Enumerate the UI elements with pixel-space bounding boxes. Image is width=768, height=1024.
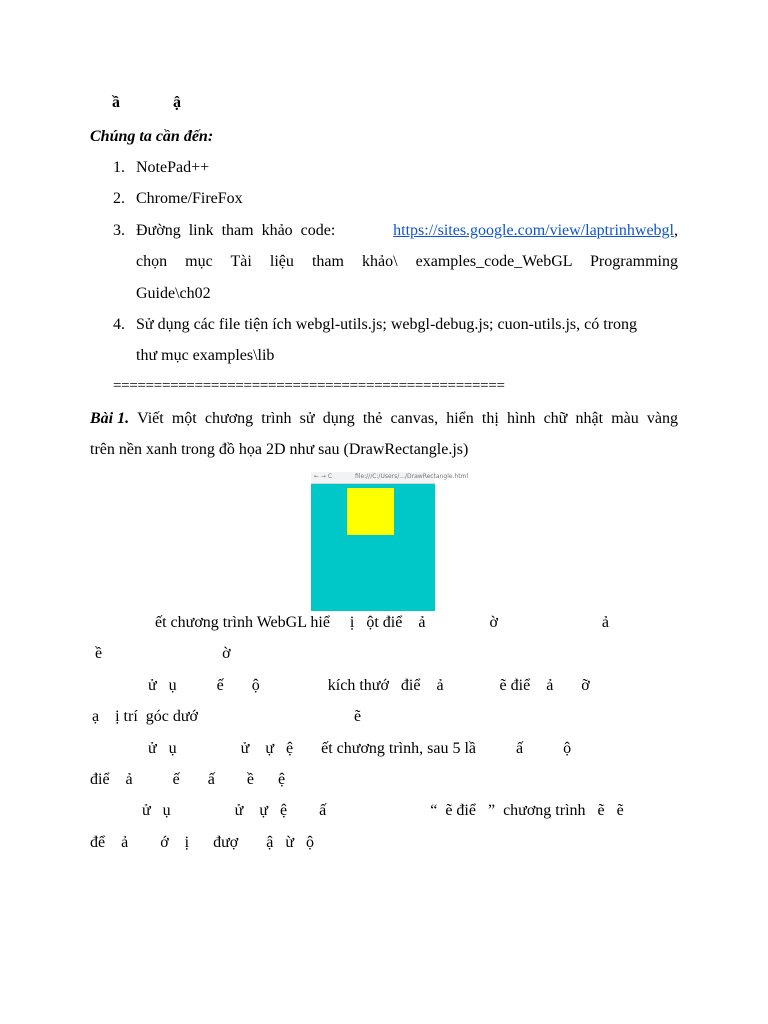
exercise2-line: ết chương trình WebGL hiể ị ột điể ả ờ ả: [155, 614, 610, 631]
list-item-number: 1.: [113, 159, 125, 176]
exercise4-line: điể ả ế ấ ề ệ: [90, 771, 286, 788]
exercise3-line: ạ ị trí góc dướ ẽ: [92, 708, 362, 725]
list-item-line: [136, 222, 678, 240]
list-item-number: 3.: [113, 222, 125, 239]
exercise-label: Bài 1.: [90, 410, 130, 427]
reference-link[interactable]: https://sites.google.com/view/laptrinhwebgl: [393, 222, 674, 239]
heading-fragment-a: ầ: [112, 94, 120, 111]
list-item-line: Sử dụng các file tiện ích webgl-utils.js; webgl-debug.js; cuon-utils.js, có trong: [136, 316, 638, 333]
yellow-rectangle: [347, 488, 394, 535]
list-item-line: Guide\ch02: [136, 285, 211, 302]
list-item-line: thư mục examples\lib: [136, 347, 275, 364]
list-item-text: Đường link tham khảo code:: [136, 222, 336, 239]
browser-nav-icons: ← → C: [314, 473, 333, 480]
canvas-background: [311, 484, 435, 611]
exercise-text: Viết một chương trình sử dụng thẻ canvas, hiển thị hình chữ nhật màu vàng: [137, 410, 678, 427]
exercise4-line: ử ụ ử ự ệ ết chương trình, sau 5 lầ ấ ộ: [148, 740, 572, 757]
separator-line: ================================================: [113, 378, 505, 394]
list-item-number: 2.: [113, 190, 125, 207]
needs-title: Chúng ta cần đến:: [90, 128, 214, 145]
exercise2-line: ề ờ: [95, 645, 231, 662]
canvas-screenshot: [311, 472, 469, 611]
browser-toolbar: [311, 472, 469, 484]
exercise5-line: để ả ớ ị đượ ậ ừ ộ: [90, 834, 315, 851]
list-item-text: Chrome/FireFox: [136, 190, 243, 207]
browser-address: file:///C:/Users/.../DrawRectangle.html: [355, 473, 469, 480]
list-item-text: NotePad++: [136, 159, 210, 176]
exercise-line: [90, 410, 678, 428]
list-item-number: 4.: [113, 316, 125, 333]
exercise5-line: ử ụ ử ự ệ ấ “ ẽ điể ” chương trình ẽ ẽ: [142, 802, 624, 819]
list-item-line: chọn mục Tài liệu tham khảo\ examples_code_WebGL Programming: [136, 253, 678, 270]
list-item-text: ,: [674, 222, 678, 239]
heading-fragment-b: ậ: [173, 94, 181, 111]
exercise-text: trên nền xanh trong đồ họa 2D như sau (DrawRectangle.js): [90, 441, 469, 458]
exercise3-line: ử ụ ế ộ kích thướ điể ả ẽ điể ả ỡ: [148, 677, 590, 694]
